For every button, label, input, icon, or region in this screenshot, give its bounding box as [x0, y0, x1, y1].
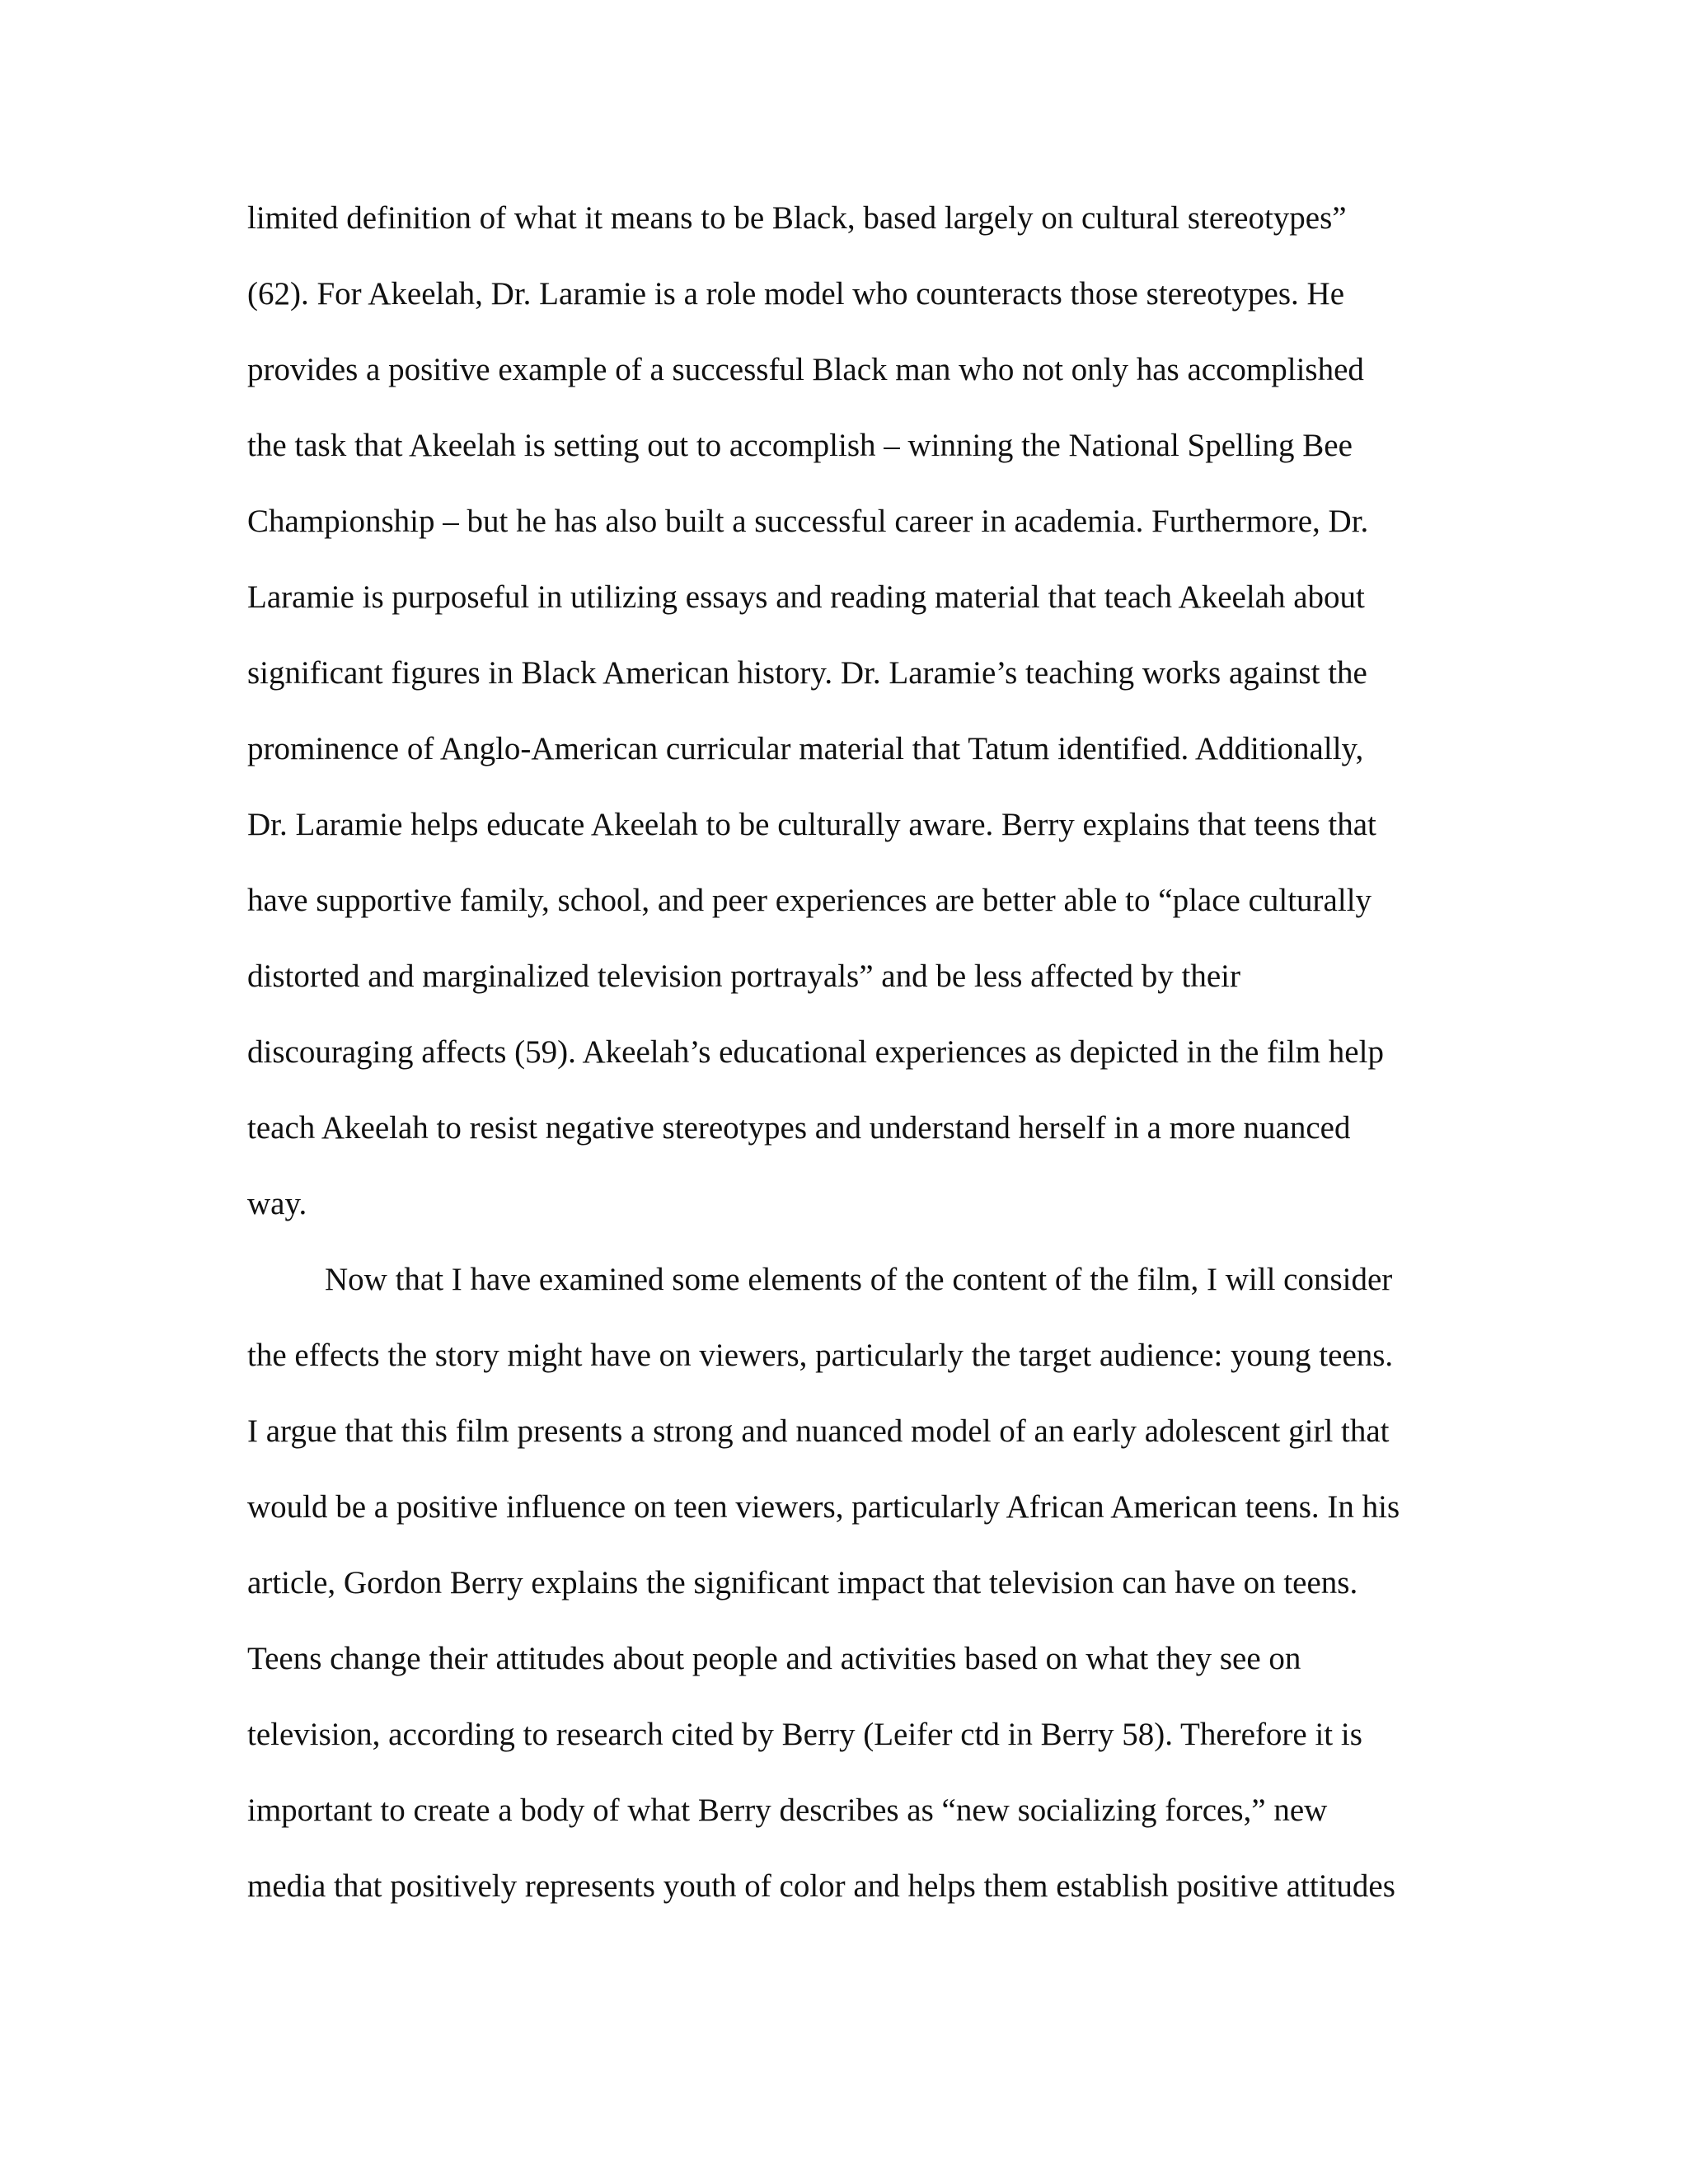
- text-line: media that positively represents youth of color and helps them establish positive attitudes: [247, 1868, 1395, 1904]
- text-line: Laramie is purposeful in utilizing essays and reading material that teach Akeelah about: [247, 579, 1365, 615]
- text-line: I argue that this film presents a strong and nuanced model of an early adolescent girl that: [247, 1413, 1390, 1449]
- paragraph-start-line: Now that I have examined some elements of the content of the film, I will consider: [325, 1262, 1393, 1297]
- text-line: (62). For Akeelah, Dr. Laramie is a role model who counteracts those stereotypes. He: [247, 276, 1345, 312]
- text-line: Championship – but he has also built a successful career in academia. Furthermore, Dr.: [247, 504, 1369, 539]
- text-line: article, Gordon Berry explains the significant impact that television can have on teens.: [247, 1565, 1358, 1601]
- text-line: limited definition of what it means to be Black, based largely on cultural stereotypes”: [247, 200, 1347, 236]
- text-line: way.: [247, 1186, 307, 1221]
- text-line: the effects the story might have on viewers, particularly the target audience: young teens.: [247, 1338, 1394, 1373]
- text-line: teach Akeelah to resist negative stereotypes and understand herself in a more nuanced: [247, 1110, 1351, 1146]
- text-line: television, according to research cited by Berry (Leifer ctd in Berry 58). Therefore it is: [247, 1717, 1362, 1752]
- text-line: important to create a body of what Berry describes as “new socializing forces,” new: [247, 1793, 1328, 1828]
- text-line: prominence of Anglo-American curricular material that Tatum identified. Additionally,: [247, 731, 1364, 766]
- text-line: Dr. Laramie helps educate Akeelah to be culturally aware. Berry explains that teens that: [247, 807, 1376, 842]
- text-line: would be a positive influence on teen viewers, particularly African American teens. In his: [247, 1489, 1400, 1525]
- text-line: provides a positive example of a successful Black man who not only has accomplished: [247, 352, 1364, 387]
- text-line: Teens change their attitudes about people and activities based on what they see on: [247, 1641, 1301, 1676]
- text-line: the task that Akeelah is setting out to accomplish – winning the National Spelling Bee: [247, 428, 1353, 463]
- text-line: have supportive family, school, and peer experiences are better able to “place culturally: [247, 883, 1372, 918]
- text-line: significant figures in Black American history. Dr. Laramie’s teaching works against the: [247, 655, 1367, 691]
- text-line: distorted and marginalized television portrayals” and be less affected by their: [247, 958, 1240, 994]
- text-line: discouraging affects (59). Akeelah’s educational experiences as depicted in the film help: [247, 1034, 1384, 1070]
- body-text: [247, 194, 1451, 1938]
